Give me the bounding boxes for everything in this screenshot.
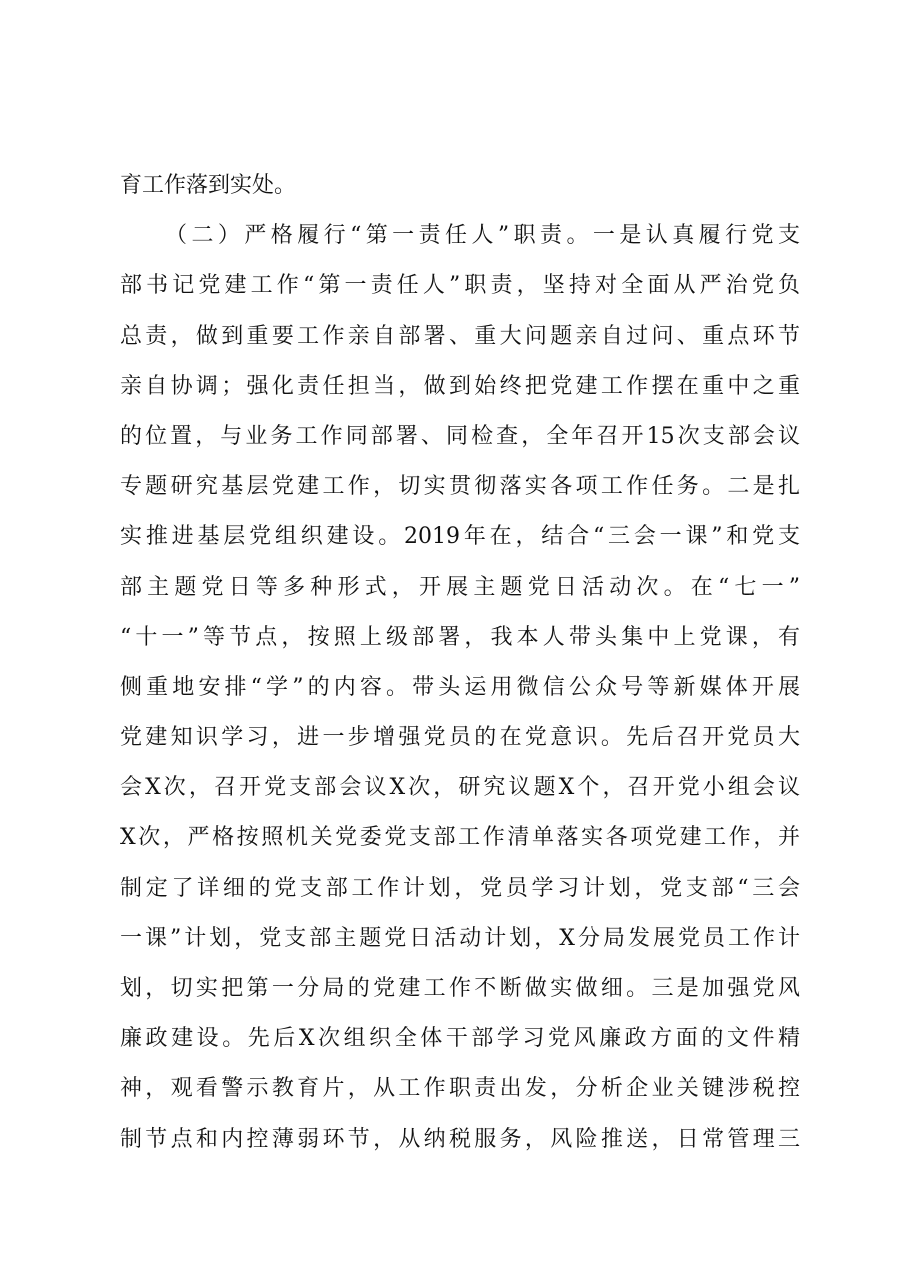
text-line: 廉政建设。先后X次组织全体干部学习党风廉政方面的文件精 [120, 1026, 800, 1052]
text-line: 亲自协调；强化责任担当，做到始终把党建工作摆在重中之重 [120, 373, 800, 399]
text-line: 的位置，与业务工作同部署、同检查，全年召开15次支部会议 [120, 423, 800, 449]
text-line: 部主题党日等多种形式，开展主题党日活动次。在“七一” [120, 574, 800, 600]
text-line: X次，严格按照机关党委党支部工作清单落实各项党建工作，并 [120, 825, 800, 851]
text-line: 育工作落到实处。 [120, 173, 297, 198]
text-line: 一课”计划，党支部主题党日活动计划，X分局发展党员工作计 [120, 925, 800, 951]
text-line: 划，切实把第一分局的党建工作不断做实做细。三是加强党风 [120, 976, 800, 1001]
text-line: 专题研究基层党建工作，切实贯彻落实各项工作任务。二是扎 [120, 474, 800, 500]
text-line: 神，观看警示教育片，从工作职责出发，分析企业关键涉税控 [120, 1076, 800, 1102]
text-line: 制节点和内控薄弱环节，从纳税服务，风险推送，日常管理三 [120, 1126, 800, 1152]
text-line: 侧重地安排“学”的内容。带头运用微信公众号等新媒体开展 [120, 674, 800, 700]
text-line: 党建知识学习，进一步增强党员的在党意识。先后召开党员大 [120, 725, 800, 751]
text-line: 会X次，召开党支部会议X次，研究议题X个，召开党小组会议 [120, 775, 800, 801]
text-line: “十一”等节点，按照上级部署，我本人带头集中上党课，有 [120, 624, 800, 650]
text-line: 实推进基层党组织建设。2019年在，结合“三会一课”和党支 [120, 524, 800, 550]
text-line: 部书记党建工作“第一责任人”职责，坚持对全面从严治党负 [120, 273, 800, 299]
body-text [120, 161, 800, 1165]
text-line-section-heading: （二）严格履行“第一责任人”职责。一是认真履行党支 [165, 223, 800, 249]
text-line: 总责，做到重要工作亲自部署、重大问题亲自过问、重点环节 [120, 323, 800, 349]
text-line: 制定了详细的党支部工作计划，党员学习计划，党支部“三会 [120, 875, 800, 901]
